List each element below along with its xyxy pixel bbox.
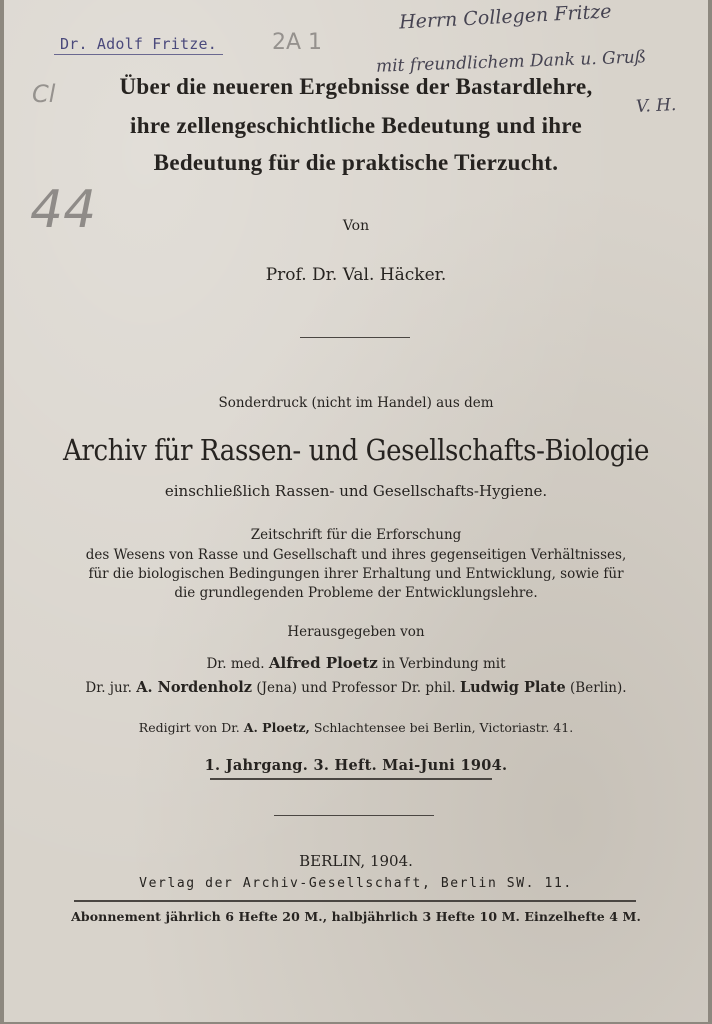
pencil-mark-left: Cl <box>32 80 56 108</box>
handwritten-dedication-line2: mit freundlichem Dank u. Gruß <box>375 47 647 77</box>
journal-desc-line-2: des Wesens von Rasse und Gesellschaft und ihres gegenseitigen Verhältnisses, <box>85 547 627 563</box>
handwritten-signature: V. H. <box>635 94 677 118</box>
issue-line: 1. Jahrgang. 3. Heft. Mai-Juni 1904. <box>204 757 508 774</box>
title-line-3: Bedeutung für die praktische Tierzucht. <box>153 150 559 175</box>
journal-desc-line-4: die grundlegenden Probleme der Entwicklungslehre. <box>174 585 538 601</box>
redigiert-line <box>4 720 708 735</box>
offprint-line: Sonderdruck (nicht im Handel) aus dem <box>218 395 494 411</box>
editors-line-2-pre: Dr. jur. <box>85 680 132 696</box>
journal-desc-line-3: für die biologischen Bedingungen ihrer Erhaltung und Entwicklung, sowie für <box>88 566 624 582</box>
title-line-2: ihre zellengeschichtliche Bedeutung und ihre <box>130 113 582 138</box>
publisher: Verlag der Archiv-Gesellschaft, Berlin SW. 11. <box>139 876 573 891</box>
editor-name-ploetz: Alfred Ploetz <box>268 654 378 672</box>
editor-name-nordenholz: A. Nordenholz <box>136 679 253 696</box>
place-year: BERLIN, 1904. <box>299 852 413 870</box>
subscription: Abonnement jährlich 6 Hefte 20 M., halbjährlich 3 Hefte 10 M. Einzelhefte 4 M. <box>71 909 641 924</box>
handwritten-dedication-line1: Herrn Collegen Fritze <box>398 0 612 34</box>
by-label: Von <box>342 218 370 234</box>
subscription-rule <box>74 900 636 902</box>
editors-line-1-post: in Verbindung mit <box>382 656 506 672</box>
editors-label: Herausgegeben von <box>287 624 425 640</box>
issue-underline <box>210 778 492 780</box>
title-line-1: Über die neueren Ergebnisse der Bastardlehre, <box>119 74 593 99</box>
editor-name-plate: Ludwig Plate <box>459 679 566 696</box>
journal-desc-line-1: Zeitschrift für die Erforschung <box>250 527 462 543</box>
editors-line-2-post: (Berlin). <box>570 680 627 696</box>
document-page <box>4 0 708 1022</box>
editors-line-2 <box>4 679 708 696</box>
redigiert-post: Schlachtensee bei Berlin, Victoriastr. 41. <box>313 720 574 735</box>
editors-line-1 <box>4 654 708 672</box>
pencil-mark-top: 2A 1 <box>272 30 323 55</box>
divider-bottom <box>274 815 434 816</box>
pencil-number: 44 <box>30 180 97 240</box>
journal-title: Archiv für Rassen- und Gesellschafts-Biologie <box>62 433 650 467</box>
owner-stamp: Dr. Adolf Fritze. <box>54 34 223 55</box>
journal-subtitle: einschließlich Rassen- und Gesellschafts-Hygiene. <box>164 482 548 500</box>
redigiert-name: A. Ploetz, <box>243 720 310 735</box>
redigiert-pre: Redigirt von Dr. <box>138 720 240 735</box>
editors-line-2-mid: (Jena) und Professor Dr. phil. <box>256 680 456 696</box>
editors-line-1-pre: Dr. med. <box>206 656 265 672</box>
divider-top <box>300 337 410 338</box>
author: Prof. Dr. Val. Häcker. <box>265 265 447 285</box>
